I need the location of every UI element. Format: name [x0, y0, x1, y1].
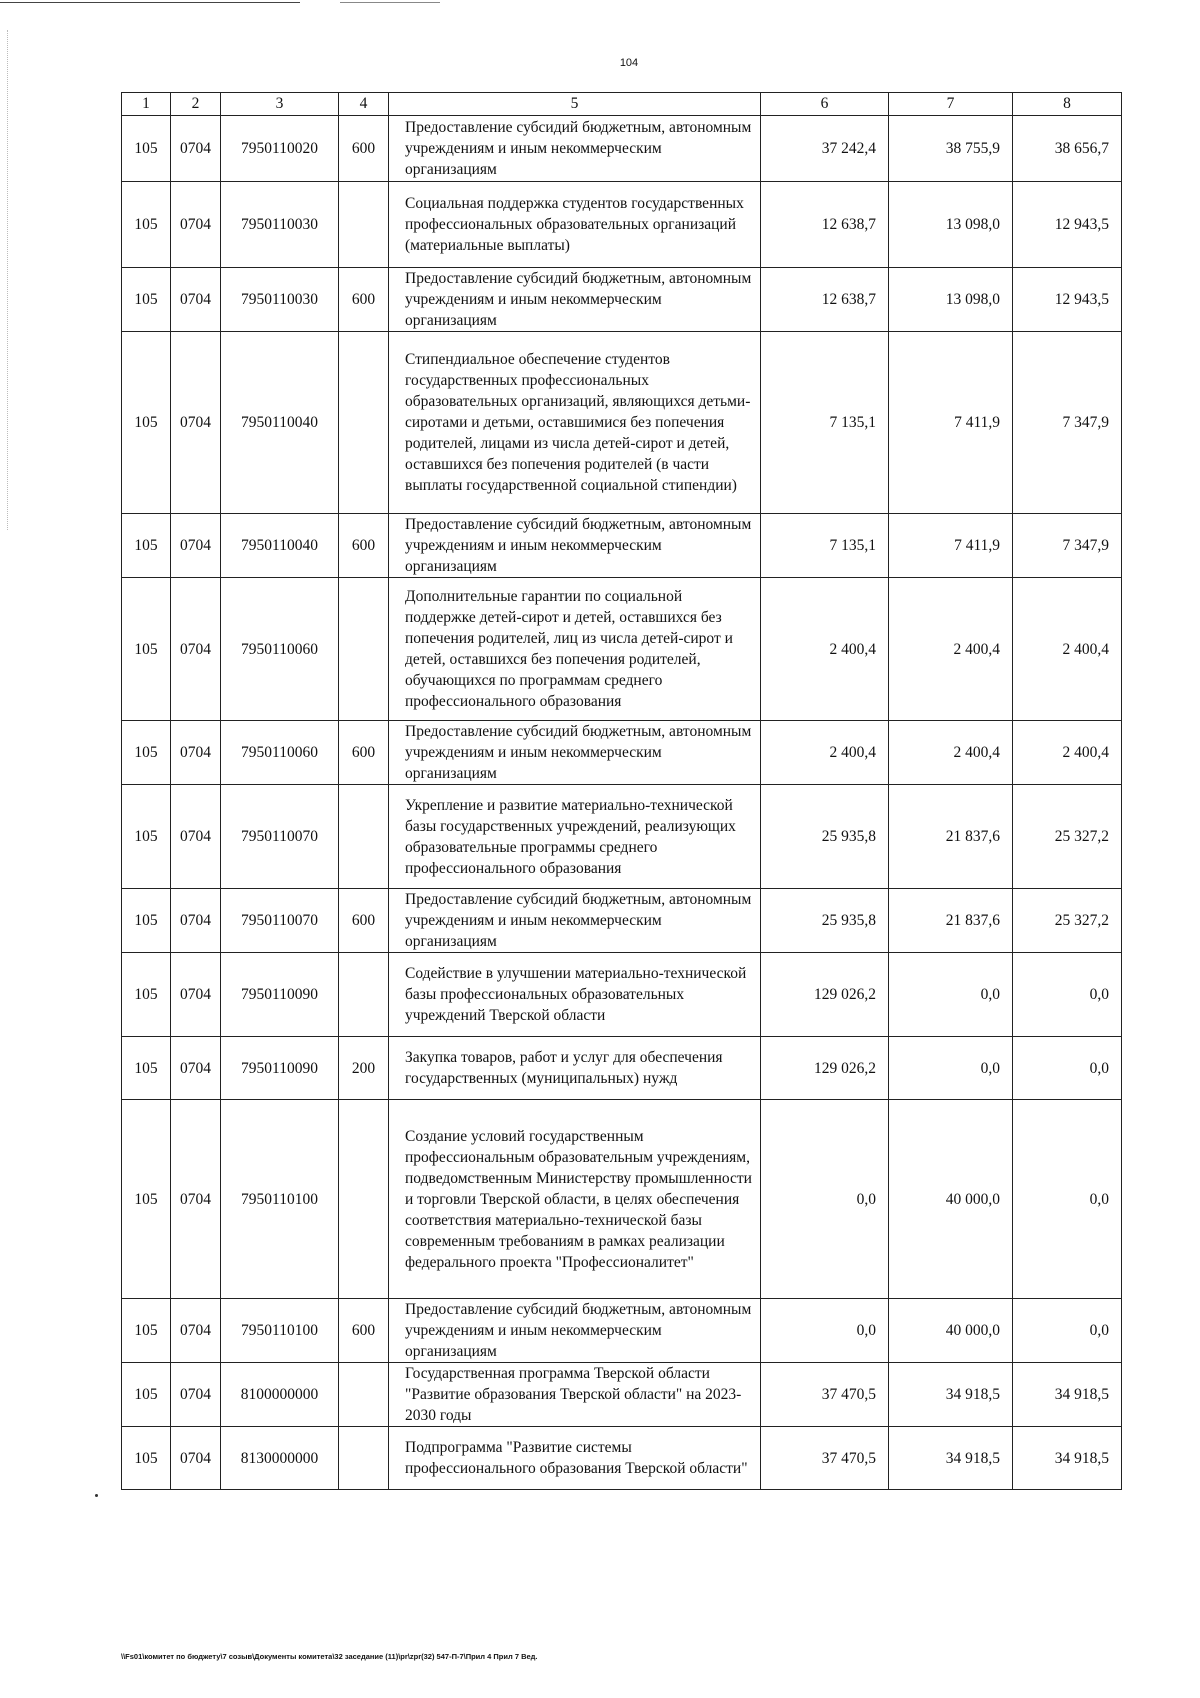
cell-subsection-code: 0704 — [171, 1299, 221, 1363]
table-body — [122, 116, 1122, 1490]
cell-amount-col6: 37 242,4 — [761, 116, 889, 182]
file-path-footer: \\Fs01\комитет по бюджету\7 созыв\Документы комитета\32 заседание (11)\pr\zpr(32) 547-П-7\Прил 4 Прил 7 Вед. — [121, 1652, 538, 1661]
cell-target-article: 7950110100 — [221, 1299, 339, 1363]
cell-description: Предоставление субсидий бюджетным, автономным учреждениям и иным некоммерческим организациям — [389, 514, 761, 578]
cell-expense-type — [339, 1427, 389, 1490]
cell-description: Укрепление и развитие материально-технической базы государственных учреждений, реализующих образовательные программы среднего профессионального образования — [389, 785, 761, 889]
cell-amount-col8: 7 347,9 — [1013, 514, 1122, 578]
cell-amount-col8: 12 943,5 — [1013, 182, 1122, 268]
cell-target-article: 7950110070 — [221, 785, 339, 889]
cell-subsection-code: 0704 — [171, 953, 221, 1037]
cell-amount-col7: 0,0 — [889, 953, 1013, 1037]
cell-amount-col6: 129 026,2 — [761, 953, 889, 1037]
cell-amount-col8: 38 656,7 — [1013, 116, 1122, 182]
cell-amount-col6: 37 470,5 — [761, 1363, 889, 1427]
cell-target-article: 7950110090 — [221, 953, 339, 1037]
budget-table-container — [121, 92, 1121, 1490]
table-row — [122, 268, 1122, 332]
cell-expense-type — [339, 1100, 389, 1299]
cell-section-code: 105 — [122, 332, 171, 514]
cell-section-code: 105 — [122, 785, 171, 889]
table-row — [122, 1299, 1122, 1363]
cell-amount-col8: 25 327,2 — [1013, 785, 1122, 889]
cell-amount-col6: 0,0 — [761, 1299, 889, 1363]
cell-description: Стипендиальное обеспечение студентов государственных профессиональных образовательных организаций, являющихся детьми-сиротами и детьми, оставшимися без попечения родителей, лицами из числа детей-сирот и детей, оставшихся без попечения родителей (в части выплаты государственной социальной стипендии) — [389, 332, 761, 514]
cell-expense-type: 600 — [339, 116, 389, 182]
cell-amount-col6: 129 026,2 — [761, 1037, 889, 1100]
cell-amount-col7: 7 411,9 — [889, 332, 1013, 514]
cell-description: Предоставление субсидий бюджетным, автономным учреждениям и иным некоммерческим организациям — [389, 1299, 761, 1363]
cell-amount-col7: 34 918,5 — [889, 1427, 1013, 1490]
table-row — [122, 182, 1122, 268]
cell-amount-col7: 0,0 — [889, 1037, 1013, 1100]
table-row — [122, 578, 1122, 721]
header-col-8: 8 — [1013, 93, 1122, 116]
cell-subsection-code: 0704 — [171, 721, 221, 785]
cell-amount-col7: 13 098,0 — [889, 268, 1013, 332]
cell-subsection-code: 0704 — [171, 116, 221, 182]
cell-subsection-code: 0704 — [171, 1363, 221, 1427]
cell-section-code: 105 — [122, 1363, 171, 1427]
cell-section-code: 105 — [122, 1427, 171, 1490]
budget-table — [121, 92, 1122, 1490]
cell-target-article: 7950110090 — [221, 1037, 339, 1100]
cell-subsection-code: 0704 — [171, 1037, 221, 1100]
header-col-1: 1 — [122, 93, 171, 116]
cell-subsection-code: 0704 — [171, 1100, 221, 1299]
cell-section-code: 105 — [122, 268, 171, 332]
cell-amount-col8: 0,0 — [1013, 1299, 1122, 1363]
cell-amount-col8: 12 943,5 — [1013, 268, 1122, 332]
cell-target-article: 7950110060 — [221, 578, 339, 721]
header-col-6: 6 — [761, 93, 889, 116]
cell-amount-col8: 0,0 — [1013, 953, 1122, 1037]
cell-expense-type — [339, 1363, 389, 1427]
cell-expense-type — [339, 785, 389, 889]
cell-amount-col6: 2 400,4 — [761, 578, 889, 721]
cell-amount-col6: 12 638,7 — [761, 268, 889, 332]
table-row — [122, 889, 1122, 953]
cell-amount-col6: 37 470,5 — [761, 1427, 889, 1490]
cell-section-code: 105 — [122, 721, 171, 785]
scan-margin-mark — [7, 30, 9, 530]
cell-section-code: 105 — [122, 1037, 171, 1100]
cell-amount-col6: 25 935,8 — [761, 889, 889, 953]
cell-target-article: 7950110040 — [221, 514, 339, 578]
cell-target-article: 7950110030 — [221, 268, 339, 332]
cell-amount-col8: 7 347,9 — [1013, 332, 1122, 514]
cell-description: Предоставление субсидий бюджетным, автономным учреждениям и иным некоммерческим организациям — [389, 268, 761, 332]
cell-amount-col8: 34 918,5 — [1013, 1363, 1122, 1427]
cell-expense-type: 600 — [339, 889, 389, 953]
cell-section-code: 105 — [122, 514, 171, 578]
cell-amount-col6: 7 135,1 — [761, 332, 889, 514]
cell-section-code: 105 — [122, 953, 171, 1037]
cell-description: Создание условий государственным профессиональным образовательным учреждениям, подведомственным Министерству промышленности и торговли Тверской области, в целях обеспечения соответствия материально-технической базы современным требованиям в рамках реализации федерального проекта "Профессионалитет" — [389, 1100, 761, 1299]
cell-subsection-code: 0704 — [171, 332, 221, 514]
cell-target-article: 7950110070 — [221, 889, 339, 953]
cell-expense-type: 600 — [339, 514, 389, 578]
header-col-7: 7 — [889, 93, 1013, 116]
cell-amount-col6: 7 135,1 — [761, 514, 889, 578]
cell-expense-type: 200 — [339, 1037, 389, 1100]
cell-subsection-code: 0704 — [171, 514, 221, 578]
cell-subsection-code: 0704 — [171, 785, 221, 889]
cell-subsection-code: 0704 — [171, 1427, 221, 1490]
cell-target-article: 8130000000 — [221, 1427, 339, 1490]
table-row — [122, 514, 1122, 578]
cell-subsection-code: 0704 — [171, 182, 221, 268]
cell-target-article: 8100000000 — [221, 1363, 339, 1427]
cell-amount-col8: 2 400,4 — [1013, 578, 1122, 721]
cell-description: Подпрограмма "Развитие системы профессионального образования Тверской области" — [389, 1427, 761, 1490]
cell-description: Содействие в улучшении материально-технической базы профессиональных образовательных учреждений Тверской области — [389, 953, 761, 1037]
header-col-3: 3 — [221, 93, 339, 116]
cell-amount-col7: 2 400,4 — [889, 721, 1013, 785]
table-row — [122, 1100, 1122, 1299]
cell-amount-col7: 21 837,6 — [889, 889, 1013, 953]
page-number: 104 — [619, 57, 639, 69]
cell-amount-col7: 40 000,0 — [889, 1299, 1013, 1363]
cell-expense-type: 600 — [339, 1299, 389, 1363]
cell-description: Государственная программа Тверской области "Развитие образования Тверской области" на 2023-2030 годы — [389, 1363, 761, 1427]
cell-amount-col6: 0,0 — [761, 1100, 889, 1299]
table-row — [122, 721, 1122, 785]
scan-dot — [95, 1494, 98, 1497]
table-row — [122, 953, 1122, 1037]
cell-amount-col7: 34 918,5 — [889, 1363, 1013, 1427]
cell-target-article: 7950110040 — [221, 332, 339, 514]
cell-amount-col7: 13 098,0 — [889, 182, 1013, 268]
cell-target-article: 7950110030 — [221, 182, 339, 268]
cell-description: Закупка товаров, работ и услуг для обеспечения государственных (муниципальных) нужд — [389, 1037, 761, 1100]
cell-expense-type — [339, 953, 389, 1037]
cell-target-article: 7950110060 — [221, 721, 339, 785]
table-row — [122, 1363, 1122, 1427]
cell-description: Социальная поддержка студентов государственных профессиональных образовательных организаций (материальные выплаты) — [389, 182, 761, 268]
cell-section-code: 105 — [122, 578, 171, 721]
cell-section-code: 105 — [122, 182, 171, 268]
table-row — [122, 1427, 1122, 1490]
cell-amount-col8: 25 327,2 — [1013, 889, 1122, 953]
cell-subsection-code: 0704 — [171, 578, 221, 721]
table-row — [122, 1037, 1122, 1100]
table-row — [122, 785, 1122, 889]
header-col-2: 2 — [171, 93, 221, 116]
header-col-4: 4 — [339, 93, 389, 116]
header-row — [122, 93, 1122, 116]
cell-target-article: 7950110020 — [221, 116, 339, 182]
cell-subsection-code: 0704 — [171, 268, 221, 332]
scan-edge-line — [0, 2, 1200, 3]
cell-expense-type — [339, 578, 389, 721]
cell-amount-col7: 40 000,0 — [889, 1100, 1013, 1299]
cell-amount-col7: 38 755,9 — [889, 116, 1013, 182]
cell-amount-col7: 21 837,6 — [889, 785, 1013, 889]
cell-amount-col8: 0,0 — [1013, 1037, 1122, 1100]
cell-amount-col7: 7 411,9 — [889, 514, 1013, 578]
cell-amount-col8: 0,0 — [1013, 1100, 1122, 1299]
cell-amount-col6: 2 400,4 — [761, 721, 889, 785]
cell-section-code: 105 — [122, 889, 171, 953]
table-row — [122, 332, 1122, 514]
cell-subsection-code: 0704 — [171, 889, 221, 953]
cell-expense-type: 600 — [339, 268, 389, 332]
cell-target-article: 7950110100 — [221, 1100, 339, 1299]
cell-amount-col7: 2 400,4 — [889, 578, 1013, 721]
cell-description: Предоставление субсидий бюджетным, автономным учреждениям и иным некоммерческим организациям — [389, 116, 761, 182]
cell-section-code: 105 — [122, 1100, 171, 1299]
cell-amount-col8: 34 918,5 — [1013, 1427, 1122, 1490]
cell-description: Дополнительные гарантии по социальной поддержке детей-сирот и детей, оставшихся без попечения родителей, лиц из числа детей-сирот и детей, оставшихся без попечения родителей, обучающихся по программам среднего профессионального образования — [389, 578, 761, 721]
cell-amount-col6: 25 935,8 — [761, 785, 889, 889]
cell-amount-col8: 2 400,4 — [1013, 721, 1122, 785]
cell-description: Предоставление субсидий бюджетным, автономным учреждениям и иным некоммерческим организациям — [389, 721, 761, 785]
cell-expense-type: 600 — [339, 721, 389, 785]
cell-amount-col6: 12 638,7 — [761, 182, 889, 268]
table-row — [122, 116, 1122, 182]
cell-expense-type — [339, 332, 389, 514]
cell-expense-type — [339, 182, 389, 268]
header-col-5: 5 — [389, 93, 761, 116]
cell-description: Предоставление субсидий бюджетным, автономным учреждениям и иным некоммерческим организациям — [389, 889, 761, 953]
cell-section-code: 105 — [122, 116, 171, 182]
cell-section-code: 105 — [122, 1299, 171, 1363]
